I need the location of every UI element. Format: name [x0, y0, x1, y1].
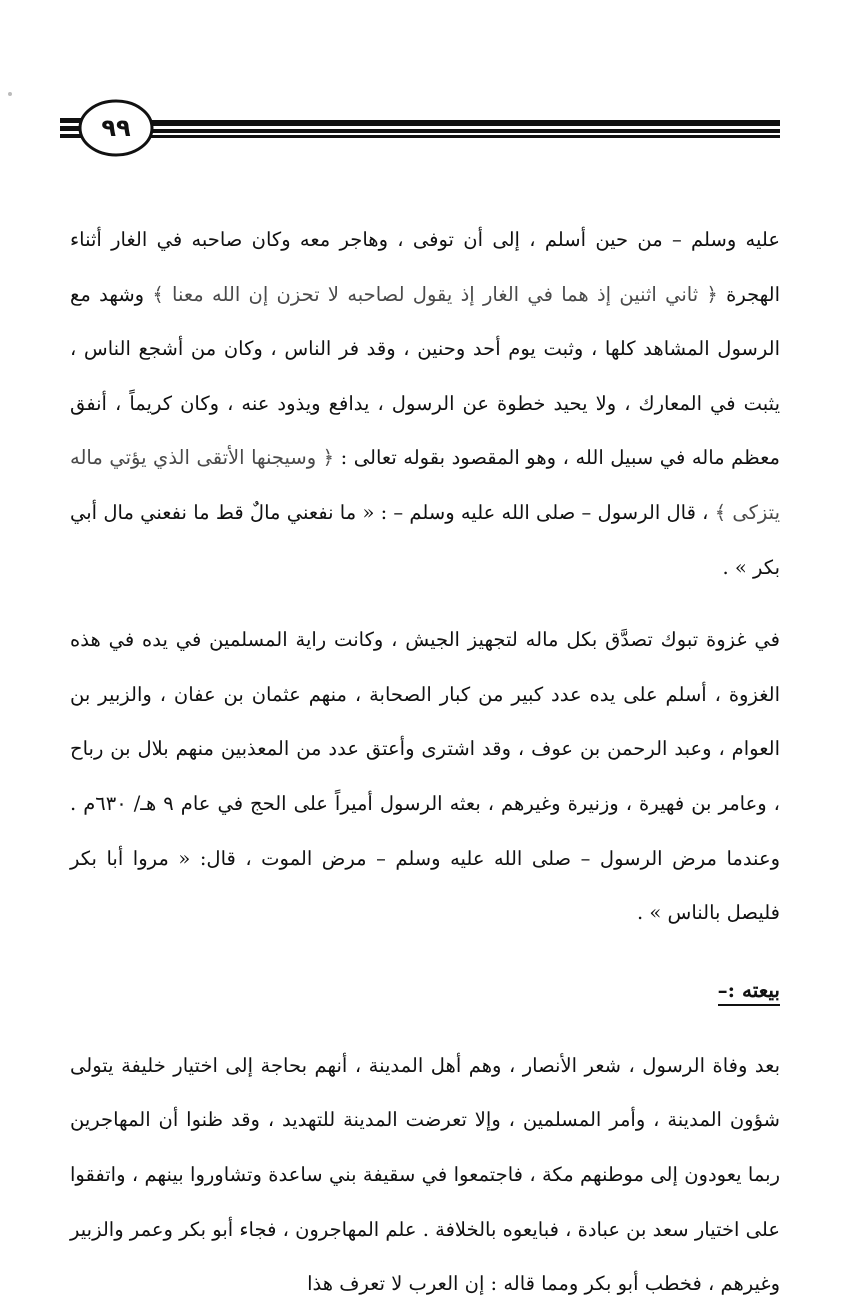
page-number: ٩٩: [101, 114, 131, 142]
quran-verse-1: ﴿ ثاني اثنين إذ هما في الغار إذ يقول لصاحبه لا تحزن إن الله معنا ﴾: [152, 282, 718, 306]
paragraph-3: بعد وفاة الرسول ، شعر الأنصار ، وهم أهل المدينة ، أنهم بحاجة إلى اختيار خليفة يتولى شؤون المدينة ، وأمر المسلمين ، وإلا تعرضت المدينة للتهديد ، وقد ظنوا أن المهاجرين ربما يعودون إلى موطنهم مكة ، فاجتمعوا في سقيفة بني ساعدة وتشاوروا بينهم ، واتفقوا على اختيار سعد بن عبادة ، فبايعوه بالخلافة . علم المهاجرون ، فجاء أبو بكر وعمر والزبير وغيرهم ، فخطب أبو بكر ومما قاله : إن العرب لا تعرف هذا: [70, 1053, 780, 1296]
quran-verse-2: ﴿ وسيجنها الأتقى الذي يؤتي ماله يتزكى ﴾: [70, 446, 780, 524]
paragraph-1: [70, 213, 780, 595]
section-heading-text: بيعته :–: [718, 978, 780, 1006]
paragraph-1-text-c: ، قال الرسول – صلى الله عليه وسلم – : « ما نفعني مالٌ قط ما نفعني مال أبي بكر » .: [70, 500, 780, 579]
paragraph-1-text-b: وشهد مع الرسول المشاهد كلها ، وثبت يوم أحد وحنين ، وقد فر الناس ، وكان من أشجع الناس ، يثبت في المعارك ، ولا يحيد خطوة عن الرسول ، يدافع ويذود عنه ، وكان كريماً ، أنفق معظم ماله في سبيل الله ، وهو المقصود بقوله تعالى :: [70, 282, 780, 470]
page-body: [70, 213, 780, 1312]
paragraph-2: في غزوة تبوك تصدَّق بكل ماله لتجهيز الجيش ، وكانت راية المسلمين في يده في هذه الغزوة ، أسلم على يده عدد كبير من كبار الصحابة ، منهم عثمان بن عفان ، والزبير بن العوام ، وعبد الرحمن بن عوف ، وقد اشترى وأعتق عدد من المعذبين منهم بلال بن رباح ، وعامر بن فهيرة ، وزنيرة وغيرهم ، بعثه الرسول أميراً على الحج في عام ٩ هـ/ ٦٣٠م . وعندما مرض الرسول – صلى الله عليه وسلم – مرض الموت ، قال: « مروا أبا بكر فليصل بالناس » .: [70, 628, 780, 925]
section-heading: [70, 963, 780, 1017]
margin-dot: [8, 92, 12, 96]
page-header-ornament: [0, 0, 855, 170]
paragraph-1-text-a: عليه وسلم – من حين أسلم ، إلى أن توفى ، وهاجر معه وكان صاحبه في الغار أثناء الهجرة: [70, 228, 781, 306]
